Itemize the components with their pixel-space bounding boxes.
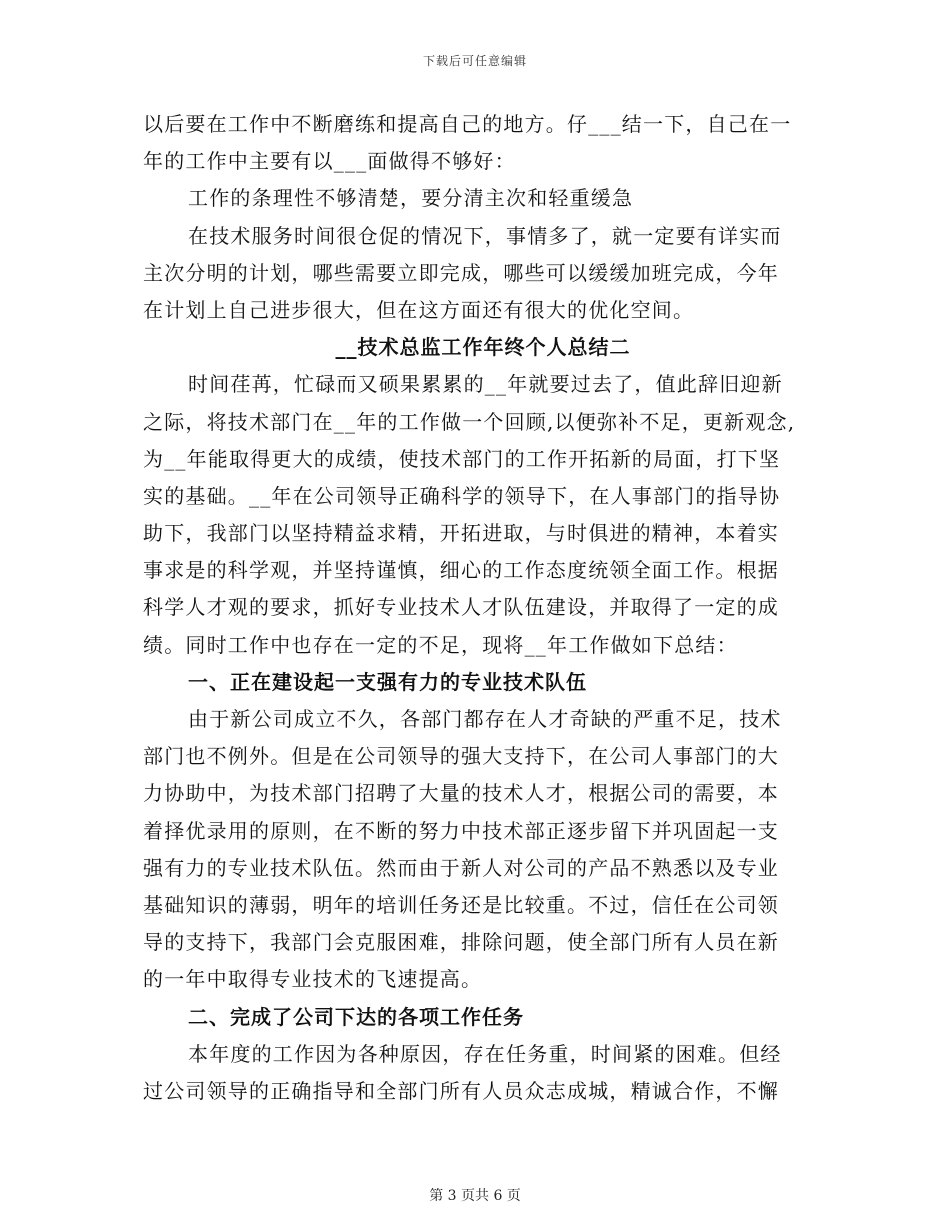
paragraph-line: 实的基础。__年在公司领导正确科学的领导下，在人事部门的指导协 — [143, 483, 781, 508]
paragraph-line: 部门也不例外。但是在公司领导的强大支持下，在公司人事部门的大 — [143, 744, 779, 769]
paragraph-line: 主次分明的计划，哪些需要立即完成，哪些可以缓缓加班完成，今年 — [143, 260, 779, 285]
page-footer: 第 3 页共 6 页 — [429, 1188, 521, 1204]
paragraph-line: 事求是的科学观，并坚持谨慎，细心的工作态度统领全面工作。根据 — [143, 558, 779, 583]
subsection-heading: 一、正在建设起一支强有力的专业技术队伍 — [188, 669, 587, 694]
paragraph-line: 着择优录用的原则，在不断的努力中技术部正逐步留下并巩固起一支 — [143, 818, 779, 843]
paragraph-line: 过公司领导的正确指导和全部门所有人员众志成城，精诚合作，不懈 — [143, 1078, 779, 1103]
paragraph-line: 助下，我部门以坚持精益求精，开拓进取，与时俱进的精神，本着实 — [143, 521, 779, 546]
paragraph-line: 在计划上自己进步很大，但在这方面还有很大的优化空间。 — [143, 297, 695, 322]
document-body — [143, 106, 823, 1110]
paragraph-line: 绩。同时工作中也存在一定的不足，现将__年工作做如下总结： — [143, 632, 738, 657]
paragraph-line: 工作的条理性不够清楚，要分清主次和轻重缓急 — [188, 186, 634, 211]
paragraph-line: 以后要在工作中不断磨练和提高自己的地方。仔___结一下，自己在一 — [143, 112, 792, 136]
paragraph-line: 力协助中，为技术部门招聘了大量的技术人才，根据公司的需要，本 — [143, 781, 779, 806]
paragraph-line: 在技术服务时间很仓促的情况下，事情多了，就一定要有详实而 — [188, 223, 782, 248]
paragraph-line: 基础知识的薄弱，明年的培训任务还是比较重。不过，信任在公司领 — [143, 892, 779, 917]
paragraph-line: 年的工作中主要有以___面做得不够好： — [143, 149, 516, 174]
section-title: __技术总监工作年终个人总结二 — [335, 335, 631, 360]
subsection-heading: 二、完成了公司下达的各项工作任务 — [188, 1004, 524, 1029]
paragraph-line: 科学人才观的要求，抓好专业技术人才队伍建设，并取得了一定的成 — [143, 595, 779, 620]
paragraph-line: 之际，将技术部门在__年的工作做一个回顾,以便弥补不足，更新观念, — [143, 409, 796, 434]
paragraph-line: 强有力的专业技术队伍。然而由于新人对公司的产品不熟悉以及专业 — [143, 855, 779, 880]
paragraph-line: 由于新公司成立不久，各部门都存在人才奇缺的严重不足，技术 — [188, 707, 782, 731]
page-header: 下载后可任意编辑 — [422, 54, 527, 68]
paragraph-line: 为__年能取得更大的成绩，使技术部门的工作开拓新的局面，打下坚 — [143, 446, 781, 471]
paragraph-line: 本年度的工作因为各种原因，存在任务重，时间紧的困难。但经 — [188, 1041, 782, 1066]
paragraph-line: 时间荏苒，忙碌而又硕果累累的__年就要过去了，值此辞旧迎新 — [188, 372, 783, 397]
paragraph-line: 的一年中取得专业技术的飞速提高。 — [143, 967, 483, 992]
paragraph-line: 导的支持下，我部门会克服困难，排除问题，使全部门所有人员在新 — [143, 930, 779, 955]
